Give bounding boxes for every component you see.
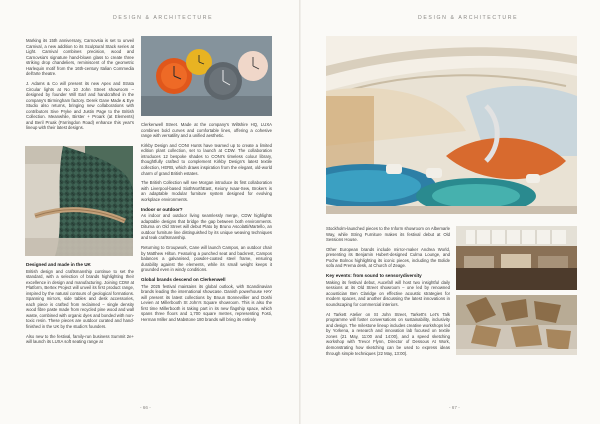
paragraph: Making its festival debut, Aucefall will host two insightful daily sessions at its Old Street showroom – one led by renowned acoustician Ben Claridge on effective acoustic strategies for modern spaces, and another discussing the latest innovations in soundscaping for commercial interiors. [326, 279, 450, 307]
pink-clock [238, 51, 268, 81]
left-page-number: - 66 - [140, 405, 151, 410]
paragraph: British design and craftsmanship continue to set the standard, with a selection of brands highlighting their excellence in design and manufacturing. Joining CDW at Platform, Bertex Project will unveil its first product range, inspired by the natural contours of geological formations. Spanning mirrors, side tables and desk accessories, each piece is crafted from reclaimed – single density wood fibre paste made from recycled pine wood and wall waste, combined with organic dyes and bonded with non-toxic resin. These pieces are outdoor curated and hand-finished in the UK by the studio's founders. [26, 268, 134, 330]
left-column-top [26, 38, 134, 135]
atrium-illustration [326, 36, 577, 214]
middle-column [141, 122, 272, 327]
panel-illustration [456, 295, 577, 355]
geometric-panel-photo [456, 295, 577, 355]
atrium-photo [326, 36, 577, 214]
paragraph: Returning to Groupwork, Cane will launch Campos, an outdoor chair by Matthew Hilton. Featuring a punched seat and backrest, Campos balances a galvanised, powder-coated steel frame, ensuring durability against the elements, while its small weight keeps it grounded even in windy conditions. [141, 245, 272, 273]
paragraph: The 2025 festival maintains its global outlook, with Scandinavian brands leading the international showcase. Danish powerhouse HAY will present its latest collections by Bruun Bonnevillier and Doshi Levien at Millerbooth St John's Square showroom. This is also the first time Millerbooth is taking part in its new flagship space, which spans three floors and 1,700 square metres, representing Fosti, Herman Miller and Mabstone 180 brands will bring its entirely [141, 283, 272, 322]
clocks-illustration [141, 36, 272, 116]
paragraph: Stockholm-launched pieces to the Inform showroom on Albemarle Way, while String Furniture makes its festival debut at Old Sessions House. [326, 226, 450, 243]
section-heading: Designed and made in the UK [26, 262, 91, 267]
paragraph: Marking its 15th anniversary, Carnovsia is set to unveil Carnival, a new addition to its Sculptural Stack series at Light. Carnival combines precision, wood and Carnovsia's signature hand-blown glass to create three striking drop chandeliers, reminiscent of the geometric Harlequin motif from the 16th-century Italian Commedia dell'arte theatre. [26, 38, 134, 77]
right-page-number: - 67 - [449, 405, 460, 410]
woven-chair-photo [25, 146, 133, 256]
paragraph: Other European brands include mirror-maker Andrea World, presenting its Benjamin Hubert-designed Culma Lounge, and Poche Bolnox highlighting its iconic pieces, including the Bolide sofa and Prema desk, at Church of Zeage. [326, 246, 450, 269]
office-illustration [456, 226, 577, 290]
section-heading: Indoor or outdoor? [141, 206, 183, 212]
grey-clock [204, 62, 242, 100]
paragraph: The British Collection will see Morgan introduce its first collaboration with Liverpool-based SixthNorthEast, Keiony Ivaar-Sew, Brokers is an adaptable modular furniture system designed for evolving workplace environments. [141, 180, 272, 202]
paragraph: As indoor and outdoor living seamlessly merge, CDW highlights adaptable designs that bridge the gap between both environments. Dituma on Old Street will debut Plato by Bruno Ascolatti/Martello, an outdoor furniture line distinguished by its unique weaving techniques and teak craftsmanship. [141, 213, 272, 241]
left-page-header: DESIGN & ARCHITECTURE [113, 15, 214, 21]
section-heading: Global brands descend on Clerkenwell [141, 277, 226, 283]
paragraph: At Tarkett Atelier on St John Street, Tarkett's Let's Talk programme will foster conversations on sustainability, inclusivity and design. The milestone lineup includes creative workshops led by Yorkena, a research and innovation lab focused on textile zones (21 May, 11:00 and 14:00), and a speed sketching workshop with Trevor Flynn, Director of Dessous At Work, demonstrating how sketching can be used to express ideas through simple techniques (22 May, 13:00). [326, 311, 450, 356]
woven-chair-illustration [25, 146, 133, 256]
section-heading: Key events: from sound to sensorydiversity [326, 273, 422, 279]
paragraph: Kirkby Design and CONI Hunts have teamed up to create a limited edition plant collection, set to launch at CDW. The collaboration introduces 12 bespoke shades to CONI's timeless colour library, thoughtfully crafted to complement Kirkby Design's latest textile collection, HERB, which draws inspiration from the elegant, old-world charm of grand British estates. [141, 142, 272, 176]
right-page-header: DESIGN & ARCHITECTURE [418, 15, 519, 21]
clocks-photo [141, 36, 272, 116]
office-interior-photo [456, 226, 577, 290]
paragraph: J. Adams & Co will present its new Apex and Strata Circular lights at No 10 John Street showroom – designed by founder Will Earl and handcrafted in the company's Birmingham factory. Derek Gane Made & Eye Studio also returns, bringing new collaborations with contributors Sive Pryke and Justin Page to the British Collection. Meanwhile, Birster + Proark (at Elements) and Beril Pruak (Farringdon Road) enhance this year's lineup with their latest designs. [26, 81, 134, 131]
paragraph: Clerkenwell Street. Made at the company's Wiltshire HQ, LUXA combines bold curves and comfortable lines, offering a cohesive range with versatility and a unified aesthetic. [141, 122, 272, 139]
left-column-bottom [26, 262, 134, 349]
page-gutter [299, 0, 301, 424]
paragraph: Also new to the festival, family-run business Summit 2e+ will launch its LUXA soft seating range at [26, 333, 134, 345]
right-column [326, 226, 450, 360]
